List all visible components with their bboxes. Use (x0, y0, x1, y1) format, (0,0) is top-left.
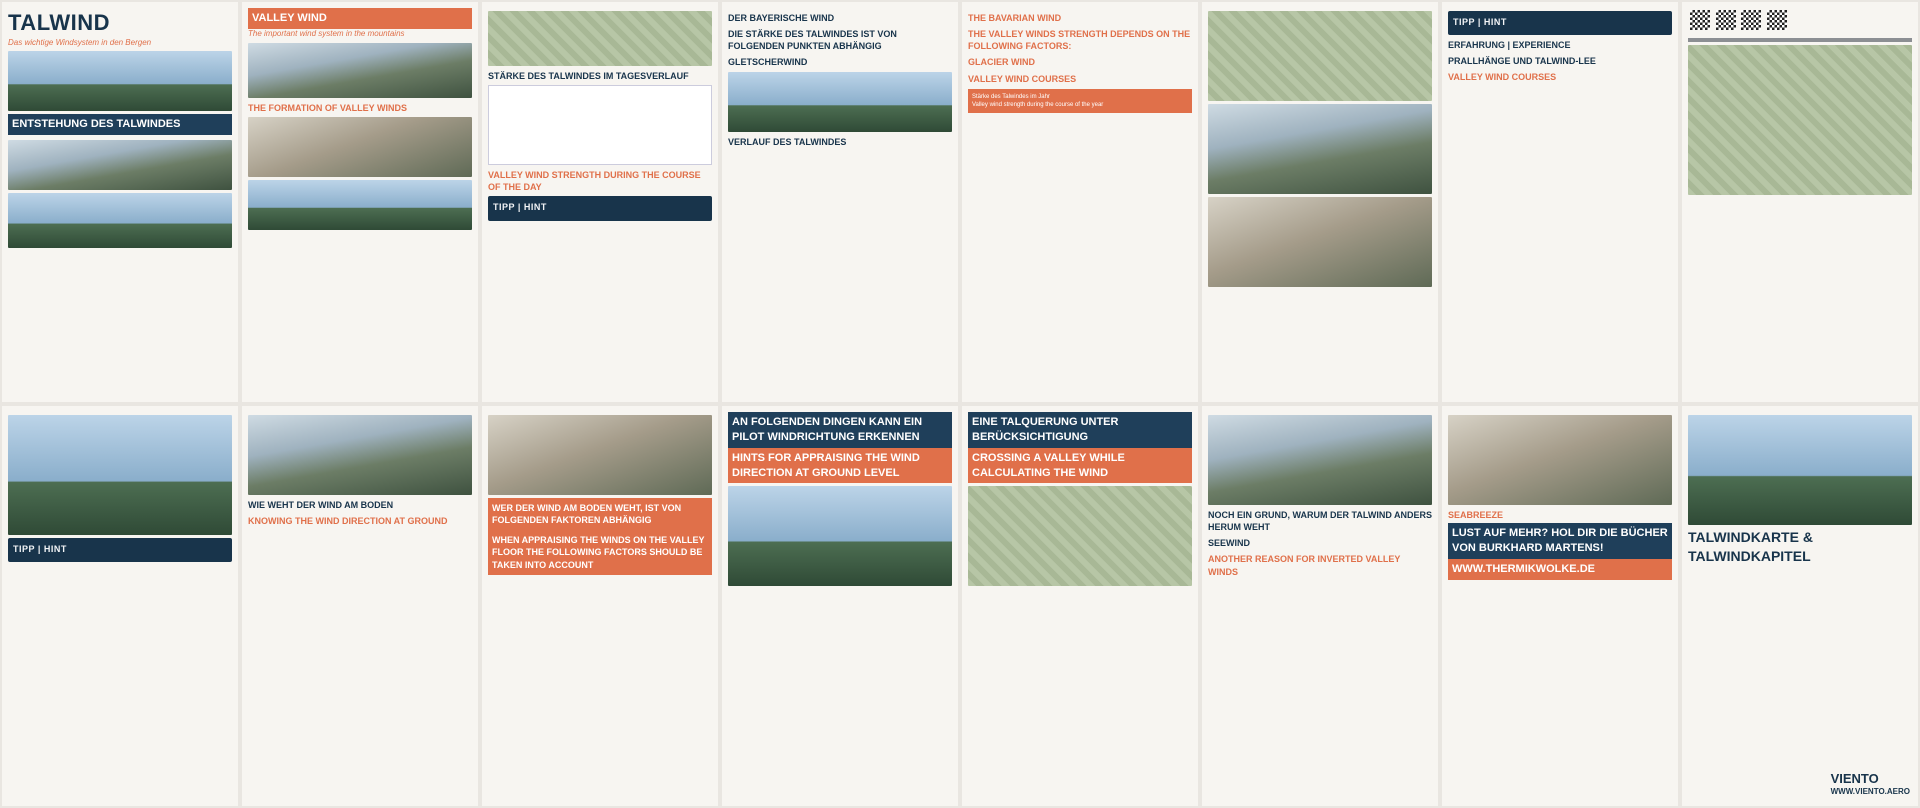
brand-url[interactable]: WWW.VIENTO.AERO (1830, 787, 1910, 797)
photo-coast (1448, 415, 1672, 505)
panel-crossing (962, 406, 1198, 806)
section-anderswo: NOCH EIN GRUND, WARUM DER TALWIND ANDERS HERUM WEHT (1208, 510, 1432, 533)
photo-paraglider (8, 193, 232, 248)
photo-glacier (728, 72, 952, 132)
section-verlauf: VERLAUF DES TALWINDES (728, 136, 847, 147)
cover-subtitle-de: Das wichtige Windsystem in den Bergen (8, 37, 152, 47)
panel-seabreeze (1442, 406, 1678, 806)
section-depends: THE VALLEY WINDS STRENGTH DEPENDS ON THE FOLLOWING FACTORS: (968, 29, 1191, 52)
section-crossing: CROSSING A VALLEY WHILE CALCULATING THE WIND (968, 448, 1192, 484)
wind-table-title-en: Valley wind strength during the course of the year (972, 101, 1104, 108)
photo-flight (8, 415, 232, 535)
panel-hints (722, 406, 958, 806)
section-courses2: VALLEY WIND COURSES (1448, 72, 1557, 83)
photo-aerial-1 (1208, 11, 1432, 101)
panel-aerial (1202, 2, 1438, 402)
section-appraising: WHEN APPRAISING THE WINDS ON THE VALLEY FLOOR THE FOLLOWING FACTORS SHOULD BE TAKEN INTO ACCOUNT (488, 530, 712, 574)
qr-code[interactable] (1690, 10, 1710, 30)
section-hints: HINTS FOR APPRAISING THE WIND DIRECTION AT GROUND LEVEL (728, 448, 952, 484)
karte-title: TALWINDKARTE & TALWINDKAPITEL (1688, 529, 1813, 564)
cover-title: TALWIND (8, 10, 111, 35)
photo-topo-map (1688, 45, 1912, 195)
photo-windsock (728, 486, 952, 586)
section-prallhaenge: PRALLHÄNGE UND TALWIND-LEE (1448, 56, 1596, 67)
brand-name: VIENTO (1830, 770, 1879, 786)
photo-mountain (8, 140, 232, 190)
photo-rock (248, 117, 472, 177)
section-faktoren: WER DER WIND AM BODEN WEHT, IST VON FOLGENDEN FAKTOREN ABHÄNGIG (488, 498, 712, 530)
section-seewind: SEEWIND (1208, 538, 1251, 549)
section-erfahrung: ERFAHRUNG | EXPERIENCE (1448, 40, 1571, 51)
panel-tips-row2 (2, 406, 238, 806)
section-talquerung: EINE TALQUERUNG UNTER BERÜCKSICHTIGUNG (968, 412, 1192, 448)
diagram-daily-curve (488, 85, 712, 165)
panel-experience (1442, 2, 1678, 402)
photo-lake (1208, 415, 1432, 505)
photo-valley (248, 43, 472, 98)
photo-aerial-3 (1208, 197, 1432, 287)
photo-sky (248, 180, 472, 230)
tip-label: TIPP | HINT (1453, 17, 1507, 27)
section-strength: VALLEY WIND STRENGTH DURING THE COURSE OF THE DAY (488, 170, 701, 193)
photo-factors (488, 415, 712, 495)
panel-valley-wind (242, 2, 478, 402)
panel-strength (482, 2, 718, 402)
section-staerke: STÄRKE DES TALWINDES IM TAGESVERLAUF (488, 71, 689, 81)
section-seabreeze: SEABREEZE (1448, 510, 1504, 520)
tip-label: TIPP | HINT (493, 202, 547, 213)
photo-aerial-2 (1208, 104, 1432, 194)
link-url[interactable]: WWW.THERMIKWOLKE.DE (1448, 559, 1672, 580)
qr-grid (1688, 8, 1912, 35)
photo-ground (248, 415, 472, 495)
section-folgenden: AN FOLGENDEN DINGEN KANN EIN PILOT WINDRICHTUNG ERKENNEN (728, 412, 952, 448)
tip-box (488, 196, 712, 220)
panel-bavarian (722, 2, 958, 402)
panel-bavarian-en (962, 2, 1198, 402)
cover-photo (8, 51, 232, 111)
qr-code[interactable] (1767, 10, 1787, 30)
section-boden: WIE WEHT DER WIND AM BODEN (248, 500, 394, 510)
section-glacier: GLACIER WIND (968, 57, 1035, 68)
section-gletscher: GLETSCHERWIND (728, 57, 808, 68)
panel-qr (1682, 2, 1918, 402)
wind-table-title: Stärke des Talwindes im Jahr (972, 93, 1050, 100)
section-another: ANOTHER REASON FOR INVERTED VALLEY WINDS (1208, 554, 1401, 577)
section-knowing: KNOWING THE WIND DIRECTION AT GROUND (248, 516, 448, 527)
panel-factors (482, 406, 718, 806)
section-lust: LUST AUF MEHR? HOL DIR DIE BÜCHER VON BURKHARD MARTENS! (1448, 523, 1672, 559)
qr-code[interactable] (1741, 10, 1761, 30)
section-formation: THE FORMATION OF VALLEY WINDS (248, 102, 407, 113)
tip-box (8, 538, 232, 562)
wind-table (968, 89, 1192, 113)
section-bavarian: THE BAVARIAN WIND (968, 13, 1062, 23)
section-bayerisch: DER BAYERISCHE WIND (728, 13, 835, 23)
divider (1688, 38, 1912, 42)
cover-subtitle-en: The important wind system in the mountains (248, 28, 405, 38)
section-abhaengig: DIE STÄRKE DES TALWINDES IST VON FOLGENDEN PUNKTEN ABHÄNGIG (728, 29, 897, 52)
text-columns (8, 135, 232, 137)
photo-map (488, 11, 712, 66)
section-entstehung: ENTSTEHUNG DES TALWINDES (8, 114, 232, 135)
viento-logo (1831, 770, 1910, 798)
tip-label: TIPP | HINT (13, 544, 67, 554)
tip-box (1448, 11, 1672, 35)
valley-title: VALLEY WIND (248, 8, 472, 29)
panel-seewind (1202, 406, 1438, 806)
section-courses: VALLEY WIND COURSES (968, 73, 1077, 84)
photo-crossing (968, 486, 1192, 586)
photo-cover-back (1688, 415, 1912, 525)
panel-ground-wind (242, 406, 478, 806)
panel-back-cover (1682, 406, 1918, 806)
qr-code[interactable] (1716, 10, 1736, 30)
panel-cover (2, 2, 238, 402)
